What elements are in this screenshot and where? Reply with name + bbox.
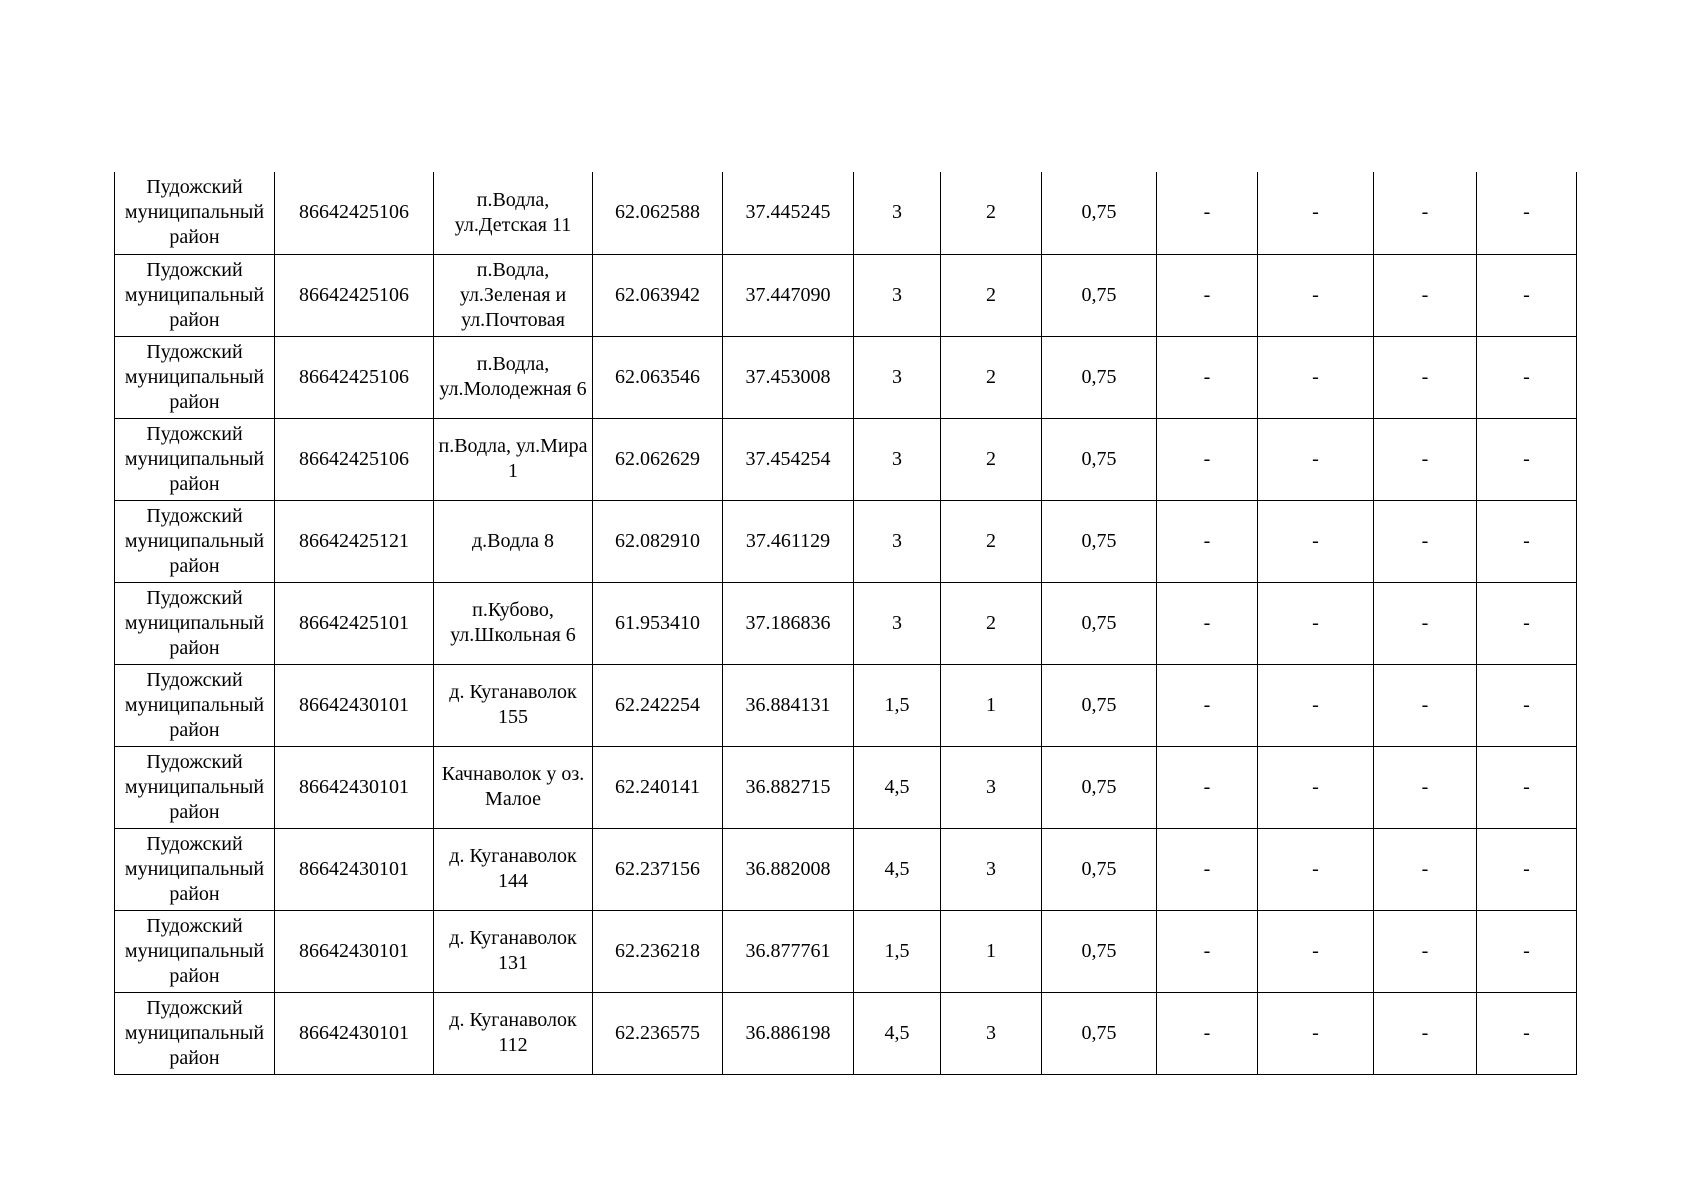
- address-cell: д.Водла 8: [434, 500, 593, 582]
- district-cell: Пудожский муниципальный район: [115, 418, 275, 500]
- address-cell: д. Куганаволок 144: [434, 828, 593, 910]
- latitude-cell: 62.236218: [593, 910, 723, 992]
- volume-cell: 0,75: [1042, 418, 1157, 500]
- area-cell: 3: [854, 172, 941, 254]
- district-cell: Пудожский муниципальный район: [115, 664, 275, 746]
- longitude-cell: 36.884131: [723, 664, 854, 746]
- count-cell: 3: [941, 746, 1042, 828]
- area-cell: 3: [854, 254, 941, 336]
- dash-cell: -: [1477, 992, 1577, 1074]
- dash-cell: -: [1477, 910, 1577, 992]
- table-row: [115, 992, 1577, 1074]
- count-cell: 2: [941, 336, 1042, 418]
- dash-cell: -: [1477, 582, 1577, 664]
- area-cell: 4,5: [854, 828, 941, 910]
- dash-cell: -: [1157, 418, 1258, 500]
- longitude-cell: 36.882008: [723, 828, 854, 910]
- dash-cell: -: [1374, 746, 1477, 828]
- latitude-cell: 62.242254: [593, 664, 723, 746]
- dash-cell: -: [1258, 172, 1374, 254]
- count-cell: 2: [941, 582, 1042, 664]
- oktmo-cell: 86642425106: [275, 418, 434, 500]
- volume-cell: 0,75: [1042, 910, 1157, 992]
- dash-cell: -: [1258, 418, 1374, 500]
- dash-cell: -: [1477, 254, 1577, 336]
- dash-cell: -: [1157, 172, 1258, 254]
- dash-cell: -: [1477, 172, 1577, 254]
- volume-cell: 0,75: [1042, 172, 1157, 254]
- table-row: [115, 336, 1577, 418]
- longitude-cell: 37.447090: [723, 254, 854, 336]
- oktmo-cell: 86642430101: [275, 992, 434, 1074]
- address-cell: п.Водла, ул.Молодежная 6: [434, 336, 593, 418]
- oktmo-cell: 86642430101: [275, 746, 434, 828]
- volume-cell: 0,75: [1042, 828, 1157, 910]
- district-cell: Пудожский муниципальный район: [115, 336, 275, 418]
- dash-cell: -: [1374, 992, 1477, 1074]
- table-row: [115, 172, 1577, 254]
- oktmo-cell: 86642430101: [275, 910, 434, 992]
- volume-cell: 0,75: [1042, 664, 1157, 746]
- table-row: [115, 254, 1577, 336]
- area-cell: 1,5: [854, 910, 941, 992]
- dash-cell: -: [1157, 336, 1258, 418]
- dash-cell: -: [1374, 500, 1477, 582]
- dash-cell: -: [1374, 828, 1477, 910]
- count-cell: 3: [941, 828, 1042, 910]
- table-row: [115, 500, 1577, 582]
- dash-cell: -: [1374, 582, 1477, 664]
- dash-cell: -: [1374, 172, 1477, 254]
- dash-cell: -: [1374, 254, 1477, 336]
- address-cell: п.Водла, ул.Зеленая и ул.Почтовая: [434, 254, 593, 336]
- dash-cell: -: [1258, 664, 1374, 746]
- dash-cell: -: [1374, 910, 1477, 992]
- area-cell: 3: [854, 500, 941, 582]
- count-cell: 1: [941, 910, 1042, 992]
- dash-cell: -: [1477, 746, 1577, 828]
- district-cell: Пудожский муниципальный район: [115, 910, 275, 992]
- table-body: [115, 172, 1577, 1074]
- oktmo-cell: 86642430101: [275, 664, 434, 746]
- district-cell: Пудожский муниципальный район: [115, 500, 275, 582]
- volume-cell: 0,75: [1042, 500, 1157, 582]
- oktmo-cell: 86642425106: [275, 254, 434, 336]
- dash-cell: -: [1477, 500, 1577, 582]
- volume-cell: 0,75: [1042, 992, 1157, 1074]
- oktmo-cell: 86642425101: [275, 582, 434, 664]
- longitude-cell: 36.882715: [723, 746, 854, 828]
- dash-cell: -: [1258, 746, 1374, 828]
- address-cell: д. Куганаволок 131: [434, 910, 593, 992]
- latitude-cell: 62.082910: [593, 500, 723, 582]
- longitude-cell: 36.886198: [723, 992, 854, 1074]
- address-cell: п.Кубово, ул.Школьная 6: [434, 582, 593, 664]
- dash-cell: -: [1477, 828, 1577, 910]
- address-cell: д. Куганаволок 155: [434, 664, 593, 746]
- district-cell: Пудожский муниципальный район: [115, 172, 275, 254]
- longitude-cell: 37.454254: [723, 418, 854, 500]
- dash-cell: -: [1157, 746, 1258, 828]
- longitude-cell: 37.445245: [723, 172, 854, 254]
- latitude-cell: 62.063942: [593, 254, 723, 336]
- count-cell: 2: [941, 254, 1042, 336]
- dash-cell: -: [1258, 992, 1374, 1074]
- oktmo-cell: 86642430101: [275, 828, 434, 910]
- dash-cell: -: [1258, 254, 1374, 336]
- count-cell: 1: [941, 664, 1042, 746]
- dash-cell: -: [1258, 500, 1374, 582]
- latitude-cell: 62.062588: [593, 172, 723, 254]
- oktmo-cell: 86642425106: [275, 172, 434, 254]
- longitude-cell: 37.453008: [723, 336, 854, 418]
- dash-cell: -: [1157, 664, 1258, 746]
- oktmo-cell: 86642425106: [275, 336, 434, 418]
- latitude-cell: 62.240141: [593, 746, 723, 828]
- latitude-cell: 62.063546: [593, 336, 723, 418]
- dash-cell: -: [1157, 254, 1258, 336]
- oktmo-cell: 86642425121: [275, 500, 434, 582]
- dash-cell: -: [1157, 828, 1258, 910]
- dash-cell: -: [1157, 910, 1258, 992]
- district-cell: Пудожский муниципальный район: [115, 746, 275, 828]
- latitude-cell: 61.953410: [593, 582, 723, 664]
- dash-cell: -: [1477, 336, 1577, 418]
- volume-cell: 0,75: [1042, 254, 1157, 336]
- latitude-cell: 62.237156: [593, 828, 723, 910]
- count-cell: 2: [941, 418, 1042, 500]
- table-row: [115, 828, 1577, 910]
- area-cell: 1,5: [854, 664, 941, 746]
- district-cell: Пудожский муниципальный район: [115, 828, 275, 910]
- district-cell: Пудожский муниципальный район: [115, 992, 275, 1074]
- dash-cell: -: [1258, 910, 1374, 992]
- count-cell: 3: [941, 992, 1042, 1074]
- latitude-cell: 62.236575: [593, 992, 723, 1074]
- address-cell: п.Водла, ул.Мира 1: [434, 418, 593, 500]
- latitude-cell: 62.062629: [593, 418, 723, 500]
- address-cell: п.Водла, ул.Детская 11: [434, 172, 593, 254]
- dash-cell: -: [1374, 664, 1477, 746]
- longitude-cell: 37.461129: [723, 500, 854, 582]
- longitude-cell: 36.877761: [723, 910, 854, 992]
- registry-table: [114, 172, 1577, 1075]
- dash-cell: -: [1374, 418, 1477, 500]
- volume-cell: 0,75: [1042, 582, 1157, 664]
- dash-cell: -: [1477, 664, 1577, 746]
- area-cell: 3: [854, 418, 941, 500]
- dash-cell: -: [1374, 336, 1477, 418]
- district-cell: Пудожский муниципальный район: [115, 254, 275, 336]
- dash-cell: -: [1258, 828, 1374, 910]
- volume-cell: 0,75: [1042, 746, 1157, 828]
- area-cell: 4,5: [854, 992, 941, 1074]
- area-cell: 3: [854, 336, 941, 418]
- table-row: [115, 910, 1577, 992]
- count-cell: 2: [941, 500, 1042, 582]
- dash-cell: -: [1157, 500, 1258, 582]
- address-cell: Качнаволок у оз. Малое: [434, 746, 593, 828]
- dash-cell: -: [1258, 582, 1374, 664]
- count-cell: 2: [941, 172, 1042, 254]
- dash-cell: -: [1157, 992, 1258, 1074]
- volume-cell: 0,75: [1042, 336, 1157, 418]
- dash-cell: -: [1258, 336, 1374, 418]
- longitude-cell: 37.186836: [723, 582, 854, 664]
- area-cell: 4,5: [854, 746, 941, 828]
- table-row: [115, 664, 1577, 746]
- table-row: [115, 418, 1577, 500]
- district-cell: Пудожский муниципальный район: [115, 582, 275, 664]
- address-cell: д. Куганаволок 112: [434, 992, 593, 1074]
- area-cell: 3: [854, 582, 941, 664]
- table-row: [115, 746, 1577, 828]
- dash-cell: -: [1157, 582, 1258, 664]
- dash-cell: -: [1477, 418, 1577, 500]
- table-row: [115, 582, 1577, 664]
